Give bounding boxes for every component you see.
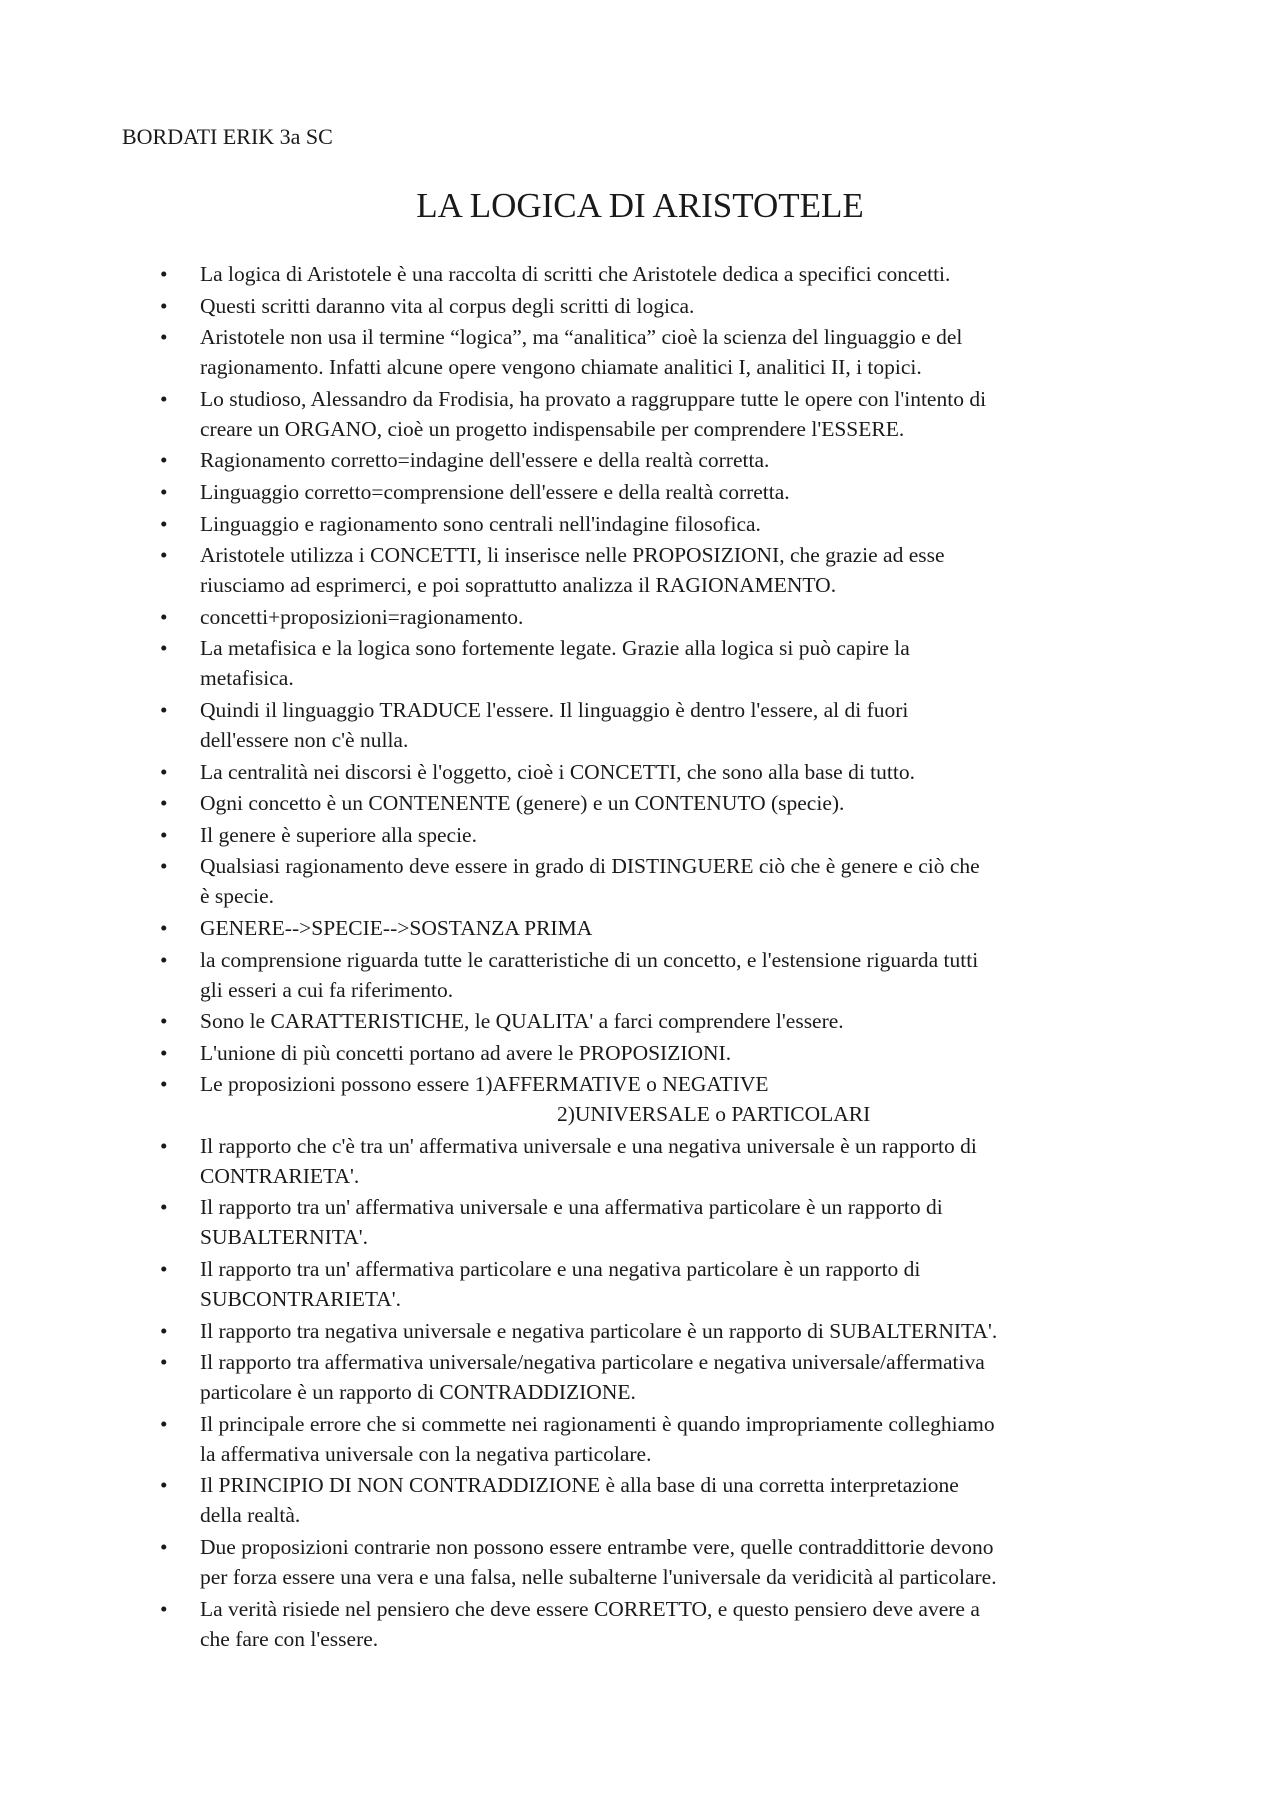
list-item [160, 1069, 1170, 1129]
list-item [160, 1470, 1170, 1530]
list-item-text: GENERE-->SPECIE-->SOSTANZA PRIMA [200, 915, 593, 940]
bullet-icon: • [160, 604, 168, 629]
bullet-icon: • [160, 791, 168, 816]
bullet-icon: • [160, 947, 168, 972]
list-item [160, 820, 1170, 850]
bullet-icon: • [160, 1195, 168, 1220]
bullet-icon: • [160, 262, 168, 286]
bullet-icon: • [160, 636, 168, 661]
list-item-text: Due proposizioni contrarie non possono essere entrambe vere, quelle contraddittorie devono [200, 1535, 994, 1560]
list-item-text: Aristotele utilizza i CONCETTI, li inserisce nelle PROPOSIZIONI, che grazie ad esse [200, 543, 945, 568]
bullet-icon: • [160, 293, 168, 318]
bullet-icon: • [160, 915, 168, 940]
list-item-text: Questi scritti daranno vita al corpus degli scritti di logica. [200, 293, 695, 318]
list-item [160, 1131, 1170, 1191]
bullet-icon: • [160, 543, 168, 568]
list-item-text: Il rapporto tra affermativa universale/negativa particolare e negativa universale/affermativa [200, 1350, 985, 1375]
list-item-text: Aristotele non usa il termine “logica”, ma “analitica” cioè la scienza del linguaggio e del [200, 325, 963, 350]
document-title: LA LOGICA DI ARISTOTELE [416, 186, 864, 225]
list-item [160, 913, 1170, 943]
bullet-icon: • [160, 1257, 168, 1282]
bullet-icon: • [160, 1473, 168, 1498]
list-item [160, 695, 1170, 755]
bullet-icon: • [160, 325, 168, 350]
list-item [160, 633, 1170, 693]
list-item-text: riusciamo ad esprimerci, e poi soprattutto analizza il RAGIONAMENTO. [200, 573, 837, 598]
list-item [160, 1192, 1170, 1252]
list-item-text: gli esseri a cui fa riferimento. [200, 977, 454, 1002]
list-item-text: La metafisica e la logica sono fortemente legate. Grazie alla logica si può capire la [200, 636, 910, 661]
list-item [160, 1347, 1170, 1407]
list-item [160, 1594, 1170, 1654]
list-item-text: Il PRINCIPIO DI NON CONTRADDIZIONE è alla base di una corretta interpretazione [200, 1473, 959, 1498]
bullet-icon: • [160, 697, 168, 722]
bullet-icon: • [160, 1040, 168, 1065]
list-item [160, 1006, 1170, 1036]
list-item-text: Qualsiasi ragionamento deve essere in grado di DISTINGUERE ciò che è genere e ciò che [200, 854, 980, 879]
list-item-text: Linguaggio corretto=comprensione dell'essere e della realtà corretta. [200, 479, 790, 504]
list-item-text: che fare con l'essere. [200, 1626, 379, 1651]
list-item-text: è specie. [200, 884, 275, 909]
list-item-text: Il rapporto tra un' affermativa particolare e una negativa particolare è un rapporto di [200, 1257, 921, 1282]
bullet-icon: • [160, 1133, 168, 1158]
list-item-text: 2)UNIVERSALE o PARTICOLARI [557, 1102, 871, 1127]
list-item-text: Ogni concetto è un CONTENENTE (genere) e un CONTENUTO (specie). [200, 791, 845, 816]
list-item [160, 384, 1170, 444]
list-item [160, 945, 1170, 1005]
list-item [160, 322, 1170, 382]
list-item-text: Quindi il linguaggio TRADUCE l'essere. Il linguaggio è dentro l'essere, al di fuori [200, 697, 909, 722]
list-item-text: CONTRARIETA'. [200, 1163, 360, 1188]
bullet-icon: • [160, 1318, 168, 1343]
author-line: BORDATI ERIK 3a SC [122, 124, 333, 149]
list-item-text: la comprensione riguarda tutte le caratteristiche di un concetto, e l'estensione riguarda tutti [200, 947, 979, 972]
bullet-icon: • [160, 511, 168, 536]
bullet-icon: • [160, 1535, 168, 1560]
list-item-text: Lo studioso, Alessandro da Frodisia, ha provato a raggruppare tutte le opere con l'intento di [200, 386, 987, 411]
list-item-text: Il genere è superiore alla specie. [200, 822, 477, 847]
bullet-icon: • [160, 822, 168, 847]
bullet-icon: • [160, 386, 168, 411]
list-item-text: Il rapporto tra un' affermativa universale e una affermativa particolare è un rapporto di [200, 1195, 943, 1220]
list-item [160, 1409, 1170, 1469]
list-item-text: SUBALTERNITA'. [200, 1225, 368, 1250]
list-item-text: La logica di Aristotele è una raccolta di scritti che Aristotele dedica a specifici concetti. [200, 262, 951, 286]
list-item-text: Ragionamento corretto=indagine dell'essere e della realtà corretta. [200, 448, 770, 473]
list-item [160, 602, 1170, 632]
list-item-text: Il principale errore che si commette nei ragionamenti è quando impropriamente colleghiamo [200, 1411, 995, 1436]
list-item [160, 757, 1170, 787]
list-item-text: ragionamento. Infatti alcune opere vengono chiamate analitici I, analitici II, i topici. [200, 355, 922, 380]
bullet-icon: • [160, 1350, 168, 1375]
list-item [160, 788, 1170, 818]
list-item-text: Il rapporto che c'è tra un' affermativa universale e una negativa universale è un rapporto di [200, 1133, 977, 1158]
list-item-text: Le proposizioni possono essere 1)AFFERMATIVE o NEGATIVE [200, 1072, 769, 1097]
bullet-icon: • [160, 1596, 168, 1621]
bullet-icon: • [160, 1072, 168, 1097]
list-item-text: La verità risiede nel pensiero che deve essere CORRETTO, e questo pensiero deve avere a [200, 1596, 980, 1621]
list-item [160, 291, 1170, 321]
list-item-text: dell'essere non c'è nulla. [200, 727, 409, 752]
list-item-text: SUBCONTRARIETA'. [200, 1287, 402, 1312]
list-item-text: La centralità nei discorsi è l'oggetto, cioè i CONCETTI, che sono alla base di tutto. [200, 759, 915, 784]
bullet-icon: • [160, 854, 168, 879]
list-item [160, 477, 1170, 507]
list-item-text: metafisica. [200, 666, 294, 691]
list-item-text: Sono le CARATTERISTICHE, le QUALITA' a farci comprendere l'essere. [200, 1009, 844, 1034]
list-item-text: L'unione di più concetti portano ad avere le PROPOSIZIONI. [200, 1040, 732, 1065]
list-item-text: creare un ORGANO, cioè un progetto indispensabile per comprendere l'ESSERE. [200, 416, 905, 441]
list-item [160, 259, 1170, 289]
list-item-text: Il rapporto tra negativa universale e negativa particolare è un rapporto di SUBALTERNITA'. [200, 1318, 998, 1343]
list-item [160, 1254, 1170, 1314]
list-item [160, 445, 1170, 475]
list-item [160, 1316, 1170, 1346]
list-item [160, 851, 1170, 911]
list-item [160, 540, 1170, 600]
bullet-icon: • [160, 1009, 168, 1034]
bullet-icon: • [160, 759, 168, 784]
list-item-text: per forza essere una vera e una falsa, nelle subalterne l'universale da veridicità al particolare. [200, 1565, 997, 1590]
list-item-text: Linguaggio e ragionamento sono centrali nell'indagine filosofica. [200, 511, 761, 536]
bullet-icon: • [160, 448, 168, 473]
list-item-text: della realtà. [200, 1503, 301, 1528]
bullet-icon: • [160, 1411, 168, 1436]
list-item-text: la affermativa universale con la negativa particolare. [200, 1441, 652, 1466]
list-item [160, 509, 1170, 539]
list-item [160, 1532, 1170, 1592]
list-item-text: particolare è un rapporto di CONTRADDIZIONE. [200, 1380, 636, 1405]
bullet-icon: • [160, 479, 168, 504]
bullet-list [160, 259, 1170, 1655]
list-item-text: concetti+proposizioni=ragionamento. [200, 604, 524, 629]
list-item [160, 1038, 1170, 1068]
